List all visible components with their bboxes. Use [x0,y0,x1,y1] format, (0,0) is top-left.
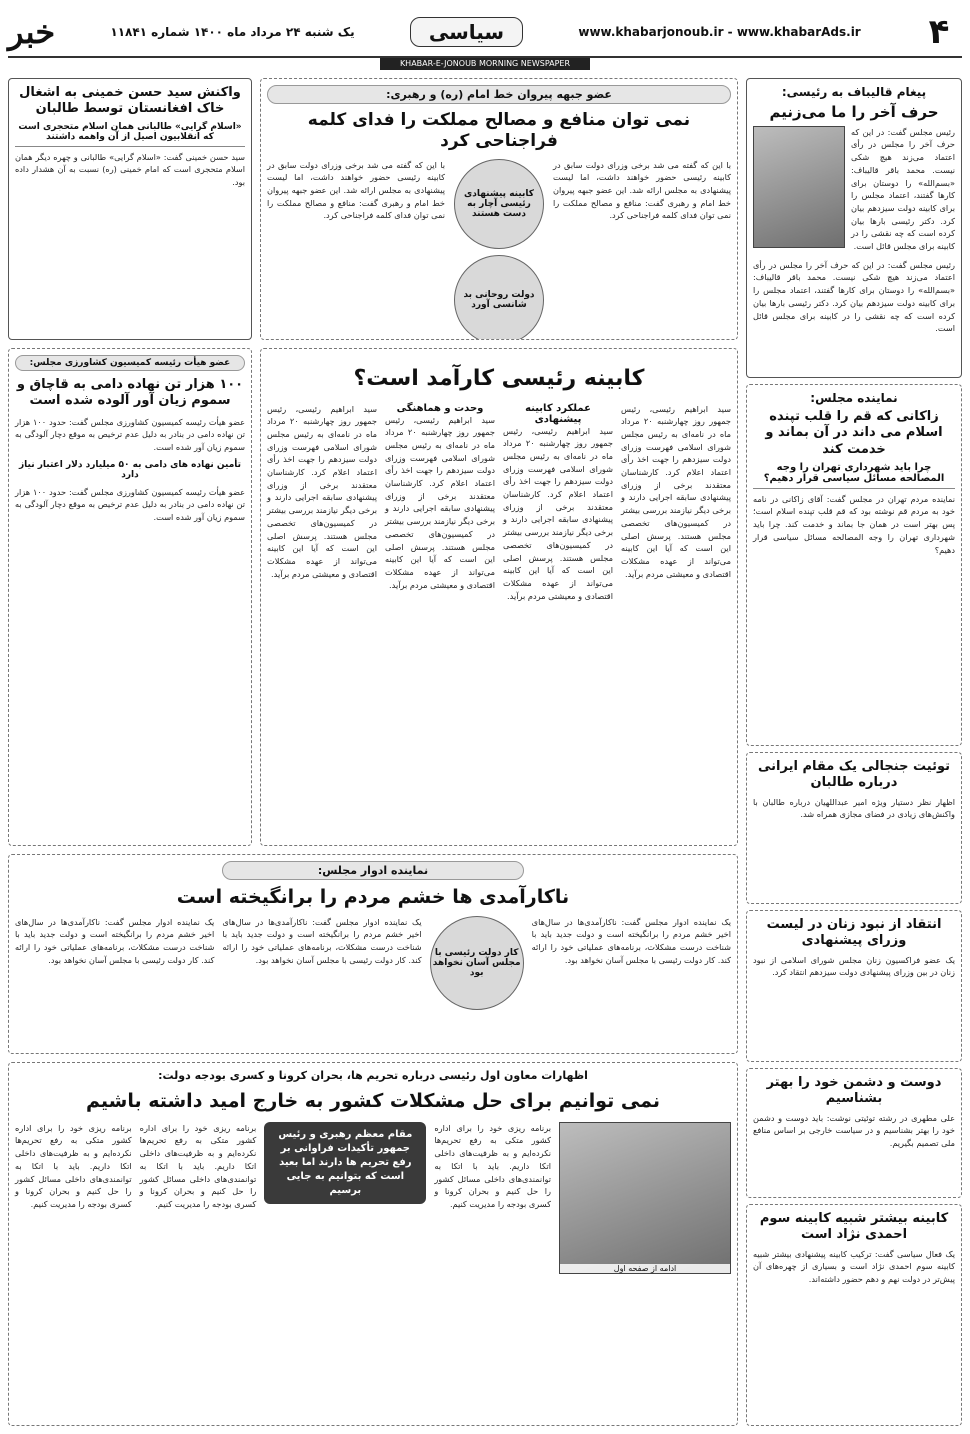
divider [753,488,955,489]
article-women [746,910,962,1062]
article-kicker: نماینده مجلس: [810,391,898,405]
article-body-cont: یک نماینده ادوار مجلس گفت: ناکارآمدی‌ها در سال‌های اخیر خشم مردم را برانگیخته است و دولت جدید باید با شناخت درست مشکلات، برنامه‌های عملیاتی خود را ارائه کند. کار دولت رئیسی با مجلس آسان نخواهد بود. [15,916,215,965]
article-hassan-khomeini [8,78,252,340]
vp-photo [559,1122,731,1274]
article-body-cont: سید ابراهیم رئیسی، رئیس جمهور روز چهارشنبه ۲۰ مرداد ماه در نامه‌ای به رئیس مجلس شورای اسلامی فهرست وزرای دولت سیزدهم را جهت اخذ رأی اعتماد اعلام کرد. کارشناسان معتقدند برخی از وزرای پیشنهادی سابقه اجرایی دارند و برخی دیگر نیازمند بررسی بیشتر در کمیسیون‌های تخصصی مجلس هستند. پرسش اصلی این است که آیا این کابینه می‌تواند از عهده مشکلات اقتصادی و معیشتی مردم برآید. [385,414,495,590]
article-title: کابینه بیشتر شبیه کابینه سوم احمدی نژاد است [759,1211,949,1243]
article-body-cont: عضو هیأت رئیسه کمیسیون کشاورزی مجلس گفت: حدود ۱۰۰ هزار تن نهاده دامی در بنادر به دلیل عدم ترخیص به موقع دچار آلودگی به سموم زیان آور شده است. [15,486,245,523]
article-body-cont: رئیس مجلس گفت: در این که حرف آخر را مجلس در رأی اعتماد می‌زند هیچ شکی نیست. محمد باقر قالیباف: «بسم‌الله» را دوستان برای کارها گفتند، اعتماد مجلس را برای کابینه دولت سیزدهم بیان کرد. دکتر رئیسی بارها بیان کرده است که چه نقشی را در کابینه برای مجلس قائل است. [753,259,955,334]
article-body: رئیس مجلس گفت: در این که حرف آخر را مجلس در رأی اعتماد می‌زند هیچ شکی نیست. محمد باقر قالیباف: «بسم‌الله» را دوستان برای کارها گفتند، اعتماد مجلس را برای کابینه دولت سیزدهم بیان کرد. دکتر رئیسی بارها بیان کرده است که چه نقشی را در کابینه برای مجلس قائل است. [851,126,955,252]
portrait-photo [753,126,845,248]
article-body: سید ابراهیم رئیسی، رئیس جمهور روز چهارشنبه ۲۰ مرداد ماه در نامه‌ای به رئیس مجلس شورای اسلامی فهرست وزرای دولت سیزدهم را جهت اخذ رأی اعتماد اعلام کرد. کارشناسان معتقدند برخی از وزرای پیشنهادی سابقه اجرایی دارند و برخی دیگر نیازمند بررسی بیشتر در کمیسیون‌های تخصصی مجلس هستند. پرسش اصلی این است که آیا این کابینه می‌تواند از عهده مشکلات اقتصادی و معیشتی مردم برآید. [621,403,731,579]
page-number: ۴ [928,12,950,52]
article-kicker: اظهارات معاون اول رئیسی درباره تحریم ها، بحران کرونا و کسری بودجه دولت: [158,1069,588,1082]
article-first-vp [8,1062,738,1426]
article-tweet [746,752,962,904]
pull-quote: مقام معظم رهبری و رئیس جمهور تأکیدات فراوانی بر رفع تحریم ها دارند اما بعید است که بتوانیم به جایی برسیم [264,1122,426,1204]
pull-quote-circle: کابینه پیشنهادی رئیسی آچار به دست هستند [454,159,544,249]
article-body-cont: سید ابراهیم رئیسی، رئیس جمهور روز چهارشنبه ۲۰ مرداد ماه در نامه‌ای به رئیس مجلس شورای اسلامی فهرست وزرای دولت سیزدهم را جهت اخذ رأی اعتماد اعلام کرد. کارشناسان معتقدند برخی از وزرای پیشنهادی سابقه اجرایی دارند و برخی دیگر نیازمند بررسی بیشتر در کمیسیون‌های تخصصی مجلس هستند. پرسش اصلی این است که آیا این کابینه می‌تواند از عهده مشکلات اقتصادی و معیشتی مردم برآید. [267,403,377,579]
article-body-cont: سید ابراهیم رئیسی، رئیس جمهور روز چهارشنبه ۲۰ مرداد ماه در نامه‌ای به رئیس مجلس شورای اسلامی فهرست وزرای دولت سیزدهم را جهت اخذ رأی اعتماد اعلام کرد. کارشناسان معتقدند برخی از وزرای پیشنهادی سابقه اجرایی دارند و برخی دیگر نیازمند بررسی بیشتر در کمیسیون‌های تخصصی مجلس هستند. پرسش اصلی این است که آیا این کابینه می‌تواند از عهده مشکلات اقتصادی و معیشتی مردم برآید. [503,425,613,601]
article-subtitle: «اسلام گرایی» طالبانی همان اسلام متحجری است که انقلابیون اصیل از آن واهمه داشتند [18,121,242,142]
article-ahmadinejad [746,1204,962,1426]
pull-quote-circle: کار دولت رئیسی با مجلس آسان نخواهد بود [430,916,524,1010]
article-body: یک نماینده ادوار مجلس گفت: ناکارآمدی‌ها در سال‌های اخیر خشم مردم را برانگیخته است و دولت جدید باید با شناخت درست مشکلات، برنامه‌های عملیاتی خود را ارائه کند. کار دولت رئیسی با مجلس آسان نخواهد بود. [531,916,731,965]
article-body: اظهار نظر دستیار ویژه امیر عبداللهیان درباره طالبان با واکنش‌های زیادی در فضای مجازی همراه شد. [753,796,955,820]
article-body-cont: یک نماینده ادوار مجلس گفت: ناکارآمدی‌ها در سال‌های اخیر خشم مردم را برانگیخته است و دولت جدید باید با شناخت درست مشکلات، برنامه‌های عملیاتی خود را ارائه کند. کار دولت رئیسی با مجلس آسان نخواهد بود. [222,916,422,965]
article-subhead: عملکرد کابینه پیشنهادی [525,402,591,425]
article-title: زاکانی که قم را قلب تپنده اسلام می داند در آن بماند و خدمت کند [765,409,943,457]
article-friend-foe [746,1068,962,1198]
photo-caption: ادامه از صفحه اول [560,1264,730,1273]
article-livestock-feed [8,348,252,846]
article-body-cont: برنامه ریزی خود را برای اداره کشور متکی به رفع تحریم‌ها نکرده‌ایم و به ظرفیت‌های داخلی اتکا داریم. باید با اتکا به توانمندی‌های داخلی مسائل کشور را حل کنیم و بحران کرونا و کسری بودجه را مدیریت کنیم. [139,1122,257,1209]
article-former-mp [8,854,738,1054]
section-label: سیاسی [410,17,523,47]
article-qalibaf [746,78,962,378]
article-title: نمی توان منافع و مصالح مملکت را فدای کلمه فراجناحی کرد [307,110,691,152]
masthead-strip: KHABAR-E-JONOUB MORNING NEWSPAPER [380,58,590,70]
article-body: سید حسن خمینی گفت: «اسلام گرایی» طالبانی و چهره دیگر همان اسلام متحجری است که امام خمینی (ره) نسبت به آن هشدار داده بود. [15,151,245,187]
article-cabinet [260,348,738,846]
article-body: علی مطهری در رشته توئیتی نوشت: باید دوست و دشمن خود را بهتر بشناسیم و در سیاست خارجی بر اساس منافع ملی تصمیم بگیریم. [753,1112,955,1148]
article-title: کابینه رئیسی کارآمد است؟ [353,366,645,391]
article-title: توئیت جنجالی یک مقام ایرانی درباره طالبان [758,759,950,791]
article-zakani [746,384,962,746]
divider [15,146,245,147]
article-title: انتقاد از نبود زنان در لیست وزرای پیشنهادی [766,917,942,949]
article-title: نمی توانیم برای حل مشکلات کشور به خارج امید داشته باشیم [86,1090,660,1112]
article-title: حرف آخر را ما می‌زنیم [769,103,939,121]
newspaper-logo: خبر [8,13,56,51]
article-kicker-bar: عضو هیأت رئیسه کمیسیون کشاورزی مجلس: [15,355,245,371]
article-title: دوست و دشمن خود را بهتر بشناسیم [766,1075,942,1107]
article-title: واکنش سید حسن خمینی به اشغال خاک افغانستان توسط طالبان [19,85,241,117]
article-body: با این که گفته می شد برخی وزرای دولت سابق در کابینه رئیسی حضور خواهند داشت، اما لیست پیشنهادی به مجلس ارائه شد. این عضو جبهه پیروان خط امام و رهبری گفت: منافع و مصالح مملکت را نمی توان فدای کلمه فراجناحی کرد. [553,159,731,221]
article-followers-line [260,78,738,340]
article-columns [267,403,731,603]
article-kicker-bar: عضو جبهه پیروان خط امام (ره) و رهبری: [267,85,731,104]
issue-date: یک شنبه ۲۴ مرداد ماه ۱۴۰۰ شماره ۱۱۸۴۱ [110,25,355,39]
article-body-cont: با این که گفته می شد برخی وزرای دولت سابق در کابینه رئیسی حضور خواهند داشت، اما لیست پیشنهادی به مجلس ارائه شد. این عضو جبهه پیروان خط امام و رهبری گفت: منافع و مصالح مملکت را نمی توان فدای کلمه فراجناحی کرد. [267,159,445,221]
article-subhead: وحدت و هماهنگی [396,402,484,414]
article-body: یک عضو فراکسیون زنان مجلس شورای اسلامی از نبود زنان در بین وزرای پیشنهادی دولت سیزدهم انتقاد کرد. [753,954,955,978]
article-title: ناکارآمدی ها خشم مردم را برانگیخته است [176,886,570,908]
article-subtitle: چرا باید شهرداری تهران را وجه المصالحه مسائل سیاسی قرار دهیم؟ [763,461,945,484]
pull-quote-circle: دولت روحانی بد شانسی آورد [454,255,544,341]
article-body: عضو هیأت رئیسه کمیسیون کشاورزی مجلس گفت: حدود ۱۰۰ هزار تن نهاده دامی در بنادر به دلیل عدم ترخیص به موقع دچار آلودگی به سموم زیان آور شده است. [15,416,245,452]
article-subhead: تأمین نهاده های دامی به ۵۰ میلیارد دلار اعتبار نیاز دارد [18,459,242,480]
article-title: ۱۰۰ هزار تن نهاده دامی به قاچاق و سموم زیان آور آلوده شده است [16,377,244,409]
article-body-cont: برنامه ریزی خود را برای اداره کشور متکی به رفع تحریم‌ها نکرده‌ایم و به ظرفیت‌های داخلی اتکا داریم. باید با اتکا به توانمندی‌های داخلی مسائل کشور را حل کنیم و بحران کرونا و کسری بودجه را مدیریت کنیم. [14,1122,132,1209]
article-body: نماینده مردم تهران در مجلس گفت: آقای زاکانی در نامه خود به مردم قم نوشته بود که قم قلب تپنده اسلام است؛ پس بهتر است در همان جا بماند و خدمت کند. چرا باید شهرداری تهران را وجه المصالحه مسائل سیاسی قرار دهیم؟ [753,493,955,555]
article-kicker-bar: نماینده ادوار مجلس: [222,861,524,880]
article-kicker: پیغام قالیباف به رئیسی: [781,85,927,99]
article-body: برنامه ریزی خود را برای اداره کشور متکی به رفع تحریم‌ها نکرده‌ایم و به ظرفیت‌های داخلی اتکا داریم. باید با اتکا به توانمندی‌های داخلی مسائل کشور را حل کنیم و بحران کرونا و کسری بودجه را مدیریت کنیم. [434,1122,551,1209]
masthead [8,8,962,58]
article-body: یک فعال سیاسی گفت: ترکیب کابینه پیشنهادی بیشتر شبیه کابینه سوم احمدی نژاد است و بسیاری از چهره‌های آن پیش‌تر در دولت نهم و دهم حضور داشته‌اند. [753,1248,955,1284]
site-urls[interactable]: www.khabarjonoub.ir - www.khabarAds.ir [578,25,861,39]
